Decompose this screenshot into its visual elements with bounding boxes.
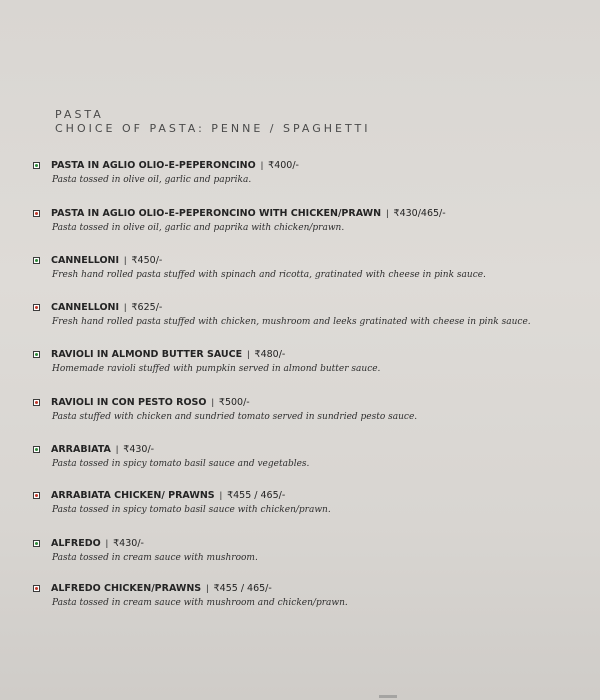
menu-item [33,487,588,518]
item-price: ₹400/- [268,159,299,171]
item-description: Pasta tossed in cream sauce with mushroom. [52,553,258,563]
item-name: CANNELLONI [51,254,120,266]
item-name: ALFREDO CHICKEN/PRAWNS [51,582,202,594]
veg-indicator-icon [33,446,40,453]
item-price: ₹430/- [113,537,144,549]
item-price: ₹625/- [131,301,163,313]
price-separator: | [115,443,119,455]
item-name: CANNELLONI [51,301,120,313]
item-description: Fresh hand rolled pasta stuffed with chicken, mushroom and leeks gratinated with cheese in pink sauce. [52,317,531,327]
item-name: RAVIOLI IN CON PESTO ROSO [51,396,207,408]
nonveg-indicator-icon [33,210,40,217]
nonveg-indicator-icon [33,399,40,406]
item-name: ARRABIATA CHICKEN/ PRAWNS [51,489,215,501]
veg-indicator-icon [33,162,40,169]
nonveg-indicator-icon [33,492,40,499]
price-separator: | [206,582,209,594]
item-price: ₹500/- [218,396,250,408]
menu-item [33,441,588,472]
item-name: PASTA IN AGLIO OLIO-E-PEPERONCINO [51,159,256,171]
item-description: Pasta tossed in spicy tomato basil sauce with chicken/prawn. [52,505,331,515]
section-header [55,108,370,136]
menu-item [33,205,588,236]
item-description: Pasta tossed in olive oil, garlic and paprika with chicken/prawn. [52,223,345,233]
menu-item [33,580,588,611]
veg-indicator-icon [33,540,40,547]
item-name: ALFREDO [51,537,101,549]
nonveg-indicator-icon [33,585,40,592]
item-description: Fresh hand rolled pasta stuffed with spinach and ricotta, gratinated with cheese in pink sauce. [52,270,486,280]
price-separator: | [211,396,214,408]
menu-item [33,346,588,377]
item-description: Pasta tossed in cream sauce with mushroom and chicken/prawn. [52,598,348,608]
item-description: Pasta tossed in spicy tomato basil sauce and vegetables. [52,459,310,469]
page-mark [379,695,397,698]
veg-indicator-icon [33,257,40,264]
price-separator: | [386,207,389,219]
menu-item [33,535,588,566]
price-separator: | [260,159,264,171]
item-description: Pasta stuffed with chicken and sundried tomato served in sundried pesto sauce. [52,412,418,422]
item-description: Homemade ravioli stuffed with pumpkin served in almond butter sauce. [52,364,381,374]
price-separator: | [105,537,109,549]
nonveg-indicator-icon [33,304,40,311]
menu-item [33,252,588,283]
price-separator: | [124,301,127,313]
section-title: PASTA [55,108,104,121]
item-price: ₹450/- [131,254,163,266]
item-name: RAVIOLI IN ALMOND BUTTER SAUCE [51,348,243,360]
menu-item [33,157,588,188]
item-name: ARRABIATA [51,443,111,455]
veg-indicator-icon [33,351,40,358]
price-separator: | [124,254,127,266]
section-subtitle: CHOICE OF PASTA: PENNE / SPAGHETTI [55,122,371,135]
item-price: ₹455 / 465/- [227,489,286,501]
item-price: ₹455 / 465/- [213,582,272,594]
price-separator: | [219,489,223,501]
item-price: ₹430/- [123,443,155,455]
item-description: Pasta tossed in olive oil, garlic and paprika. [52,175,252,185]
item-price: ₹480/- [254,348,286,360]
menu-item [33,394,588,425]
price-separator: | [247,348,250,360]
item-name: PASTA IN AGLIO OLIO-E-PEPERONCINO WITH CHICKEN/PRAWN [51,207,382,219]
item-price: ₹430/465/- [393,207,446,219]
menu-item [33,299,588,330]
